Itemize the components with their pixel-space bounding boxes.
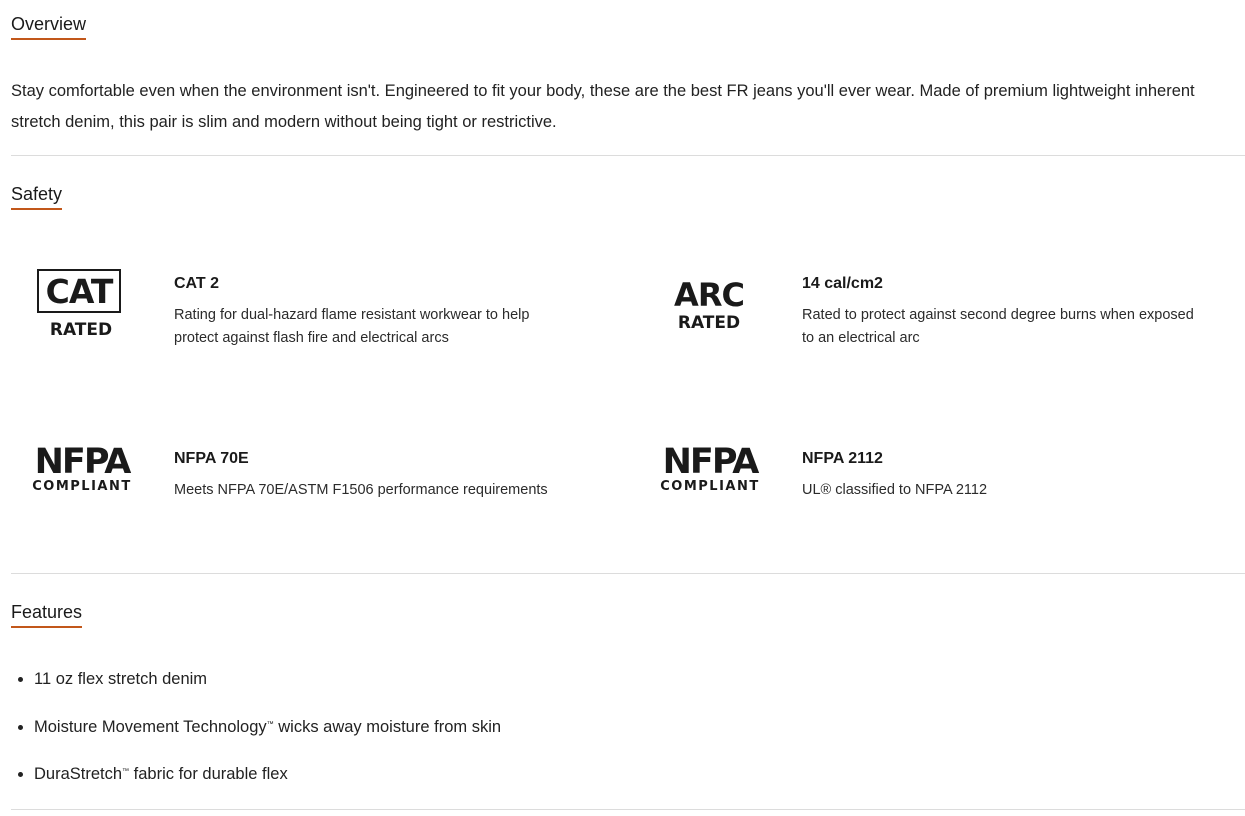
badge-sub-text: RATED (49, 320, 113, 340)
trademark-mark: ™ (122, 768, 130, 775)
divider (11, 155, 1245, 156)
safety-item-nfpa-70e (11, 437, 571, 547)
safety-heading: Safety (11, 183, 62, 210)
feature-item (34, 667, 501, 691)
safety-item-nfpa-2112 (639, 437, 1199, 547)
feature-text-rest: wicks away moisture from skin (273, 717, 502, 736)
safety-item-cat-rating (11, 262, 571, 372)
overview-heading: Overview (11, 13, 86, 40)
badge-main-text: CAT (37, 269, 121, 313)
safety-item-description: Rated to protect against second degree burns when exposed to an electrical arc (802, 307, 1194, 346)
divider (11, 809, 1245, 810)
feature-text: DuraStretch (34, 765, 123, 783)
badge-main-text: NFPA (34, 442, 130, 482)
feature-item (34, 762, 501, 786)
safety-item-description: Meets NFPA 70E/ASTM F1506 performance requirements (174, 482, 548, 498)
trademark-mark: ™ (266, 720, 274, 728)
badge-main-text: NFPA (662, 442, 758, 482)
safety-item-title: NFPA 2112 (802, 450, 883, 467)
badge-sub-text: RATED (677, 313, 741, 333)
safety-item-description: UL® classified to NFPA 2112 (802, 482, 988, 498)
safety-item-description: Rating for dual-hazard flame resistant workwear to help protect against flash fire and electrical arcs (174, 307, 530, 346)
badge-sub-text: COMPLIANT (32, 479, 132, 494)
feature-text: 11 oz flex stretch denim (34, 670, 208, 688)
overview-description: Stay comfortable even when the environment isn't. Engineered to fit your body, these are the best FR jeans you'll ever wear. Made of premium lightweight inherent stretch denim, this pair is slim and modern without being tight or restrictive. (11, 82, 1195, 131)
feature-text: Moisture Movement Technology (34, 717, 267, 736)
arc-rated-badge-icon (639, 262, 781, 352)
divider (11, 573, 1245, 574)
safety-item-title: 14 cal/cm2 (802, 275, 883, 292)
safety-item-title: CAT 2 (174, 275, 220, 292)
feature-text-rest: fabric for durable flex (129, 765, 288, 783)
features-heading: Features (11, 601, 82, 628)
safety-item-title: NFPA 70E (174, 450, 249, 467)
feature-item (34, 715, 501, 739)
nfpa-compliant-badge-icon (639, 437, 781, 527)
cat-rated-badge-icon (11, 262, 153, 352)
safety-item-arc-rating (639, 262, 1199, 372)
badge-sub-text: COMPLIANT (660, 479, 760, 494)
nfpa-compliant-badge-icon (11, 437, 153, 527)
badge-main-text: ARC (674, 276, 744, 314)
features-list (11, 667, 501, 810)
